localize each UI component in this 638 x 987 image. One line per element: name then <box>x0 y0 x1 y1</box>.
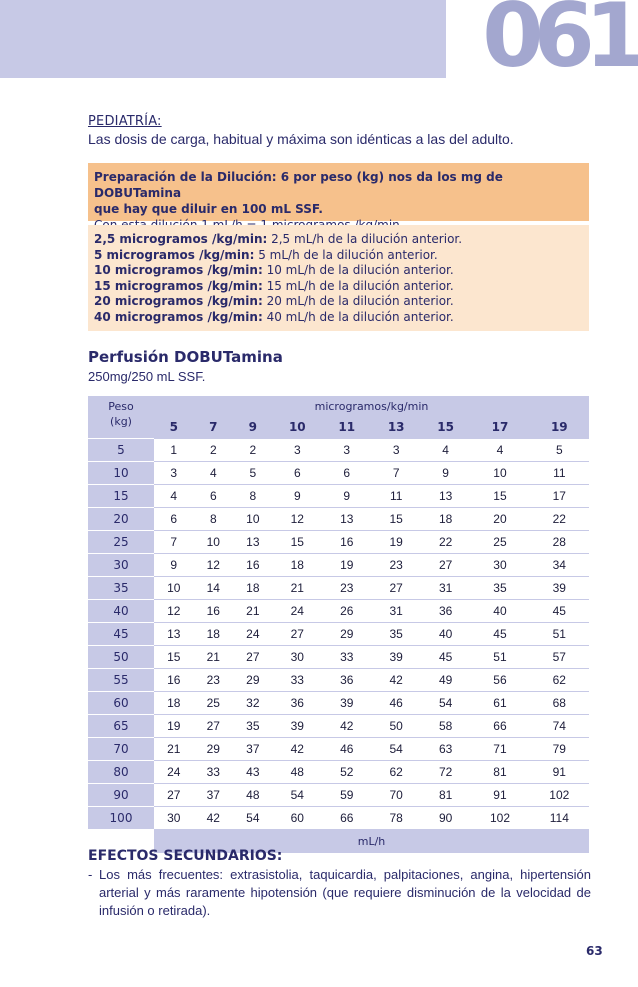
table-cell: 33 <box>194 760 234 783</box>
table-cell: 49 <box>421 668 470 691</box>
table-row <box>88 760 589 783</box>
table-cell: 43 <box>233 760 273 783</box>
table-cell: 79 <box>530 737 589 760</box>
table-cell: 54 <box>233 806 273 829</box>
table-cell: 30 <box>273 645 322 668</box>
table-cell: 9 <box>154 553 194 576</box>
table-cell: 8 <box>233 484 273 507</box>
table-cell: 33 <box>273 668 322 691</box>
table-cell: 29 <box>322 622 371 645</box>
table-cell: 18 <box>421 507 470 530</box>
table-cell: 4 <box>194 461 234 484</box>
table-cell: 26 <box>322 599 371 622</box>
table-cell: 21 <box>154 737 194 760</box>
table-cell: 59 <box>322 783 371 806</box>
column-header: 5 <box>154 416 194 438</box>
table-cell: 70 <box>371 783 420 806</box>
table-cell: 4 <box>470 438 529 461</box>
side-effects-title: EFECTOS SECUNDARIOS: <box>88 848 283 864</box>
section-label: PEDIATRÍA: <box>88 114 162 129</box>
table-cell: 23 <box>194 668 234 691</box>
row-header-peso: 20 <box>88 507 154 530</box>
table-row <box>88 507 589 530</box>
dose-key: 5 microgramos /kg/min: <box>94 247 255 262</box>
table-cell: 52 <box>322 760 371 783</box>
row-header-peso: 30 <box>88 553 154 576</box>
side-effects-dash: - <box>88 867 93 882</box>
table-cell: 9 <box>273 484 322 507</box>
table-cell: 18 <box>273 553 322 576</box>
table-cell: 12 <box>194 553 234 576</box>
column-header: 9 <box>233 416 273 438</box>
table-cell: 51 <box>530 622 589 645</box>
row-header-peso: 70 <box>88 737 154 760</box>
table-cell: 11 <box>371 484 420 507</box>
row-header-peso: 40 <box>88 599 154 622</box>
preparation-line-2: que hay que diluir en 100 mL SSF. <box>94 202 323 216</box>
table-cell: 13 <box>322 507 371 530</box>
row-header-peso: 15 <box>88 484 154 507</box>
column-header: 15 <box>421 416 470 438</box>
row-header-peso: 65 <box>88 714 154 737</box>
table-row <box>88 553 589 576</box>
row-header-peso: 10 <box>88 461 154 484</box>
table-cell: 54 <box>371 737 420 760</box>
dose-line <box>94 294 583 310</box>
table-cell: 90 <box>421 806 470 829</box>
row-header-peso: 60 <box>88 691 154 714</box>
table-row <box>88 714 589 737</box>
table-cell: 12 <box>273 507 322 530</box>
table-cell: 18 <box>194 622 234 645</box>
dose-value: 5 mL/h de la dilución anterior. <box>254 247 438 262</box>
table-cell: 46 <box>322 737 371 760</box>
table-cell: 29 <box>233 668 273 691</box>
table-cell: 3 <box>322 438 371 461</box>
table-cell: 51 <box>470 645 529 668</box>
table-cell: 56 <box>470 668 529 691</box>
table-cell: 7 <box>371 461 420 484</box>
header-band <box>0 0 446 78</box>
dose-line <box>94 248 583 264</box>
table-cell: 12 <box>154 599 194 622</box>
row-header-peso: 80 <box>88 760 154 783</box>
dose-key: 2,5 microgramos /kg/min: <box>94 232 268 246</box>
table-cell: 39 <box>530 576 589 599</box>
column-header: 11 <box>322 416 371 438</box>
table-cell: 33 <box>322 645 371 668</box>
table-cell: 31 <box>421 576 470 599</box>
table-row <box>88 668 589 691</box>
table-cell: 19 <box>371 530 420 553</box>
table-cell: 21 <box>194 645 234 668</box>
table-cell: 20 <box>470 507 529 530</box>
table-cell: 68 <box>530 691 589 714</box>
dose-line <box>94 310 583 326</box>
table-cell: 5 <box>233 461 273 484</box>
table-cell: 17 <box>530 484 589 507</box>
table-cell: 91 <box>470 783 529 806</box>
table-cell: 23 <box>371 553 420 576</box>
table-cell: 6 <box>322 461 371 484</box>
table-cell: 13 <box>233 530 273 553</box>
table-cell: 31 <box>371 599 420 622</box>
table-cell: 35 <box>470 576 529 599</box>
table-cell: 62 <box>530 668 589 691</box>
table-cell: 42 <box>194 806 234 829</box>
table-row <box>88 737 589 760</box>
table-cell: 27 <box>194 714 234 737</box>
table-row <box>88 622 589 645</box>
table-cell: 45 <box>530 599 589 622</box>
table-cell: 39 <box>273 714 322 737</box>
table-row <box>88 484 589 507</box>
table-cell: 50 <box>371 714 420 737</box>
row-header-peso: 55 <box>88 668 154 691</box>
table-cell: 36 <box>421 599 470 622</box>
dose-key: 20 microgramos /kg/min: <box>94 294 263 309</box>
row-header-peso: 5 <box>88 438 154 461</box>
table-cell: 45 <box>421 645 470 668</box>
table-cell: 6 <box>154 507 194 530</box>
table-cell: 15 <box>470 484 529 507</box>
table-cell: 21 <box>273 576 322 599</box>
table-cell: 4 <box>421 438 470 461</box>
row-header-peso: 90 <box>88 783 154 806</box>
table-cell: 24 <box>154 760 194 783</box>
table-cell: 48 <box>273 760 322 783</box>
dose-key: 10 microgramos /kg/min: <box>94 263 263 278</box>
table-cell: 9 <box>421 461 470 484</box>
table-cell: 102 <box>530 783 589 806</box>
table-cell: 10 <box>470 461 529 484</box>
row-header-peso: 25 <box>88 530 154 553</box>
table-cell: 39 <box>371 645 420 668</box>
column-header: 10 <box>273 416 322 438</box>
table-cell: 63 <box>421 737 470 760</box>
column-header: 19 <box>530 416 589 438</box>
table-cell: 91 <box>530 760 589 783</box>
dose-key: 15 microgramos /kg/min: <box>94 278 263 293</box>
dose-line <box>94 232 583 248</box>
table-cell: 13 <box>154 622 194 645</box>
table-cell: 18 <box>154 691 194 714</box>
perfusion-subtitle: 250mg/250 mL SSF. <box>88 369 206 384</box>
row-header-peso: 100 <box>88 806 154 829</box>
table-cell: 40 <box>421 622 470 645</box>
perfusion-title: Perfusión DOBUTamina <box>88 348 283 366</box>
table-cell: 6 <box>194 484 234 507</box>
table-cell: 27 <box>233 645 273 668</box>
table-cell: 7 <box>154 530 194 553</box>
table-cell: 10 <box>154 576 194 599</box>
table-cell: 45 <box>470 622 529 645</box>
table-row <box>88 576 589 599</box>
table-cell: 60 <box>273 806 322 829</box>
table-cell: 15 <box>154 645 194 668</box>
table-cell: 2 <box>194 438 234 461</box>
table-cell: 13 <box>421 484 470 507</box>
table-cell: 78 <box>371 806 420 829</box>
table-cell: 39 <box>322 691 371 714</box>
table-cell: 2 <box>233 438 273 461</box>
table-cell: 14 <box>194 576 234 599</box>
side-effects-body: Los más frecuentes: extrasistolia, taquicardia, palpitaciones, angina, hipertensión arterial y más raramente hipotensión (que requiere disminución de la velocidad de infusión o retirada). <box>99 867 591 918</box>
table-cell: 66 <box>322 806 371 829</box>
table-cell: 30 <box>470 553 529 576</box>
table-cell: 9 <box>322 484 371 507</box>
table-row <box>88 530 589 553</box>
intro-text: Las dosis de carga, habitual y máxima son idénticas a las del adulto. <box>88 131 514 147</box>
table-cell: 27 <box>273 622 322 645</box>
table-cell: 3 <box>273 438 322 461</box>
column-header: 17 <box>470 416 529 438</box>
table-cell: 35 <box>371 622 420 645</box>
table-cell: 54 <box>273 783 322 806</box>
table-cell: 48 <box>233 783 273 806</box>
table-cell: 36 <box>322 668 371 691</box>
table-cell: 16 <box>322 530 371 553</box>
column-header: 7 <box>194 416 234 438</box>
table-cell: 18 <box>233 576 273 599</box>
table-cell: 1 <box>154 438 194 461</box>
table-cell: 19 <box>322 553 371 576</box>
dose-value: 10 mL/h de la dilución anterior. <box>262 263 454 278</box>
table-cell: 5 <box>530 438 589 461</box>
table-cell: 4 <box>154 484 194 507</box>
dose-key: 40 microgramos /kg/min: <box>94 309 263 324</box>
table-cell: 22 <box>530 507 589 530</box>
table-cell: 22 <box>421 530 470 553</box>
dose-value: 2,5 mL/h de la dilución anterior. <box>267 232 463 246</box>
table-cell: 61 <box>470 691 529 714</box>
table-cell: 16 <box>154 668 194 691</box>
table-row <box>88 461 589 484</box>
peso-header: Peso (kg) <box>88 396 154 438</box>
table-cell: 27 <box>154 783 194 806</box>
table-cell: 71 <box>470 737 529 760</box>
table-cell: 10 <box>233 507 273 530</box>
table-row <box>88 645 589 668</box>
table-row <box>88 783 589 806</box>
table-row <box>88 691 589 714</box>
table-cell: 37 <box>194 783 234 806</box>
preparation-box <box>88 163 589 221</box>
preparation-line-1: Preparación de la Dilución: 6 por peso (kg) nos da los mg de DOBUTamina <box>94 170 503 200</box>
table-cell: 8 <box>194 507 234 530</box>
table-cell: 37 <box>233 737 273 760</box>
page-number: 63 <box>586 944 603 958</box>
table-cell: 72 <box>421 760 470 783</box>
table-cell: 15 <box>273 530 322 553</box>
table-cell: 81 <box>421 783 470 806</box>
table-cell: 6 <box>273 461 322 484</box>
table-cell: 66 <box>470 714 529 737</box>
dose-value: 15 mL/h de la dilución anterior. <box>262 278 454 293</box>
table-cell: 42 <box>273 737 322 760</box>
table-cell: 10 <box>194 530 234 553</box>
table-cell: 16 <box>233 553 273 576</box>
row-header-peso: 35 <box>88 576 154 599</box>
table-cell: 81 <box>470 760 529 783</box>
column-header: 13 <box>371 416 420 438</box>
perfusion-table <box>88 396 589 853</box>
dose-box <box>88 225 589 331</box>
table-row <box>88 599 589 622</box>
table-cell: 54 <box>421 691 470 714</box>
table-cell: 28 <box>530 530 589 553</box>
table-cell: 21 <box>233 599 273 622</box>
table-cell: 30 <box>154 806 194 829</box>
table-cell: 40 <box>470 599 529 622</box>
row-header-peso: 50 <box>88 645 154 668</box>
dose-value: 20 mL/h de la dilución anterior. <box>262 294 454 309</box>
table-cell: 3 <box>154 461 194 484</box>
table-row <box>88 438 589 461</box>
table-cell: 35 <box>233 714 273 737</box>
table-cell: 34 <box>530 553 589 576</box>
table-cell: 11 <box>530 461 589 484</box>
table-cell: 24 <box>273 599 322 622</box>
table-cell: 74 <box>530 714 589 737</box>
table-cell: 58 <box>421 714 470 737</box>
table-cell: 19 <box>154 714 194 737</box>
table-cell: 46 <box>371 691 420 714</box>
table-cell: 36 <box>273 691 322 714</box>
table-cell: 42 <box>322 714 371 737</box>
table-cell: 16 <box>194 599 234 622</box>
table-cell: 3 <box>371 438 420 461</box>
dose-line <box>94 279 583 295</box>
table-cell: 42 <box>371 668 420 691</box>
table-cell: 25 <box>470 530 529 553</box>
unit-header: microgramos/kg/min <box>154 396 589 416</box>
dose-value: 40 mL/h de la dilución anterior. <box>262 309 454 324</box>
table-cell: 62 <box>371 760 420 783</box>
chapter-code: 061 <box>482 0 636 87</box>
row-header-peso: 45 <box>88 622 154 645</box>
table-cell: 29 <box>194 737 234 760</box>
table-cell: 32 <box>233 691 273 714</box>
table-cell: 23 <box>322 576 371 599</box>
footer-unit: mL/h <box>154 829 589 853</box>
table-cell: 114 <box>530 806 589 829</box>
table-row <box>88 806 589 829</box>
table-cell: 27 <box>421 553 470 576</box>
table-cell: 102 <box>470 806 529 829</box>
table-cell: 27 <box>371 576 420 599</box>
table-cell: 25 <box>194 691 234 714</box>
table-cell: 24 <box>233 622 273 645</box>
table-cell: 57 <box>530 645 589 668</box>
table-cell: 15 <box>371 507 420 530</box>
dose-line <box>94 263 583 279</box>
side-effects-text <box>88 866 591 920</box>
